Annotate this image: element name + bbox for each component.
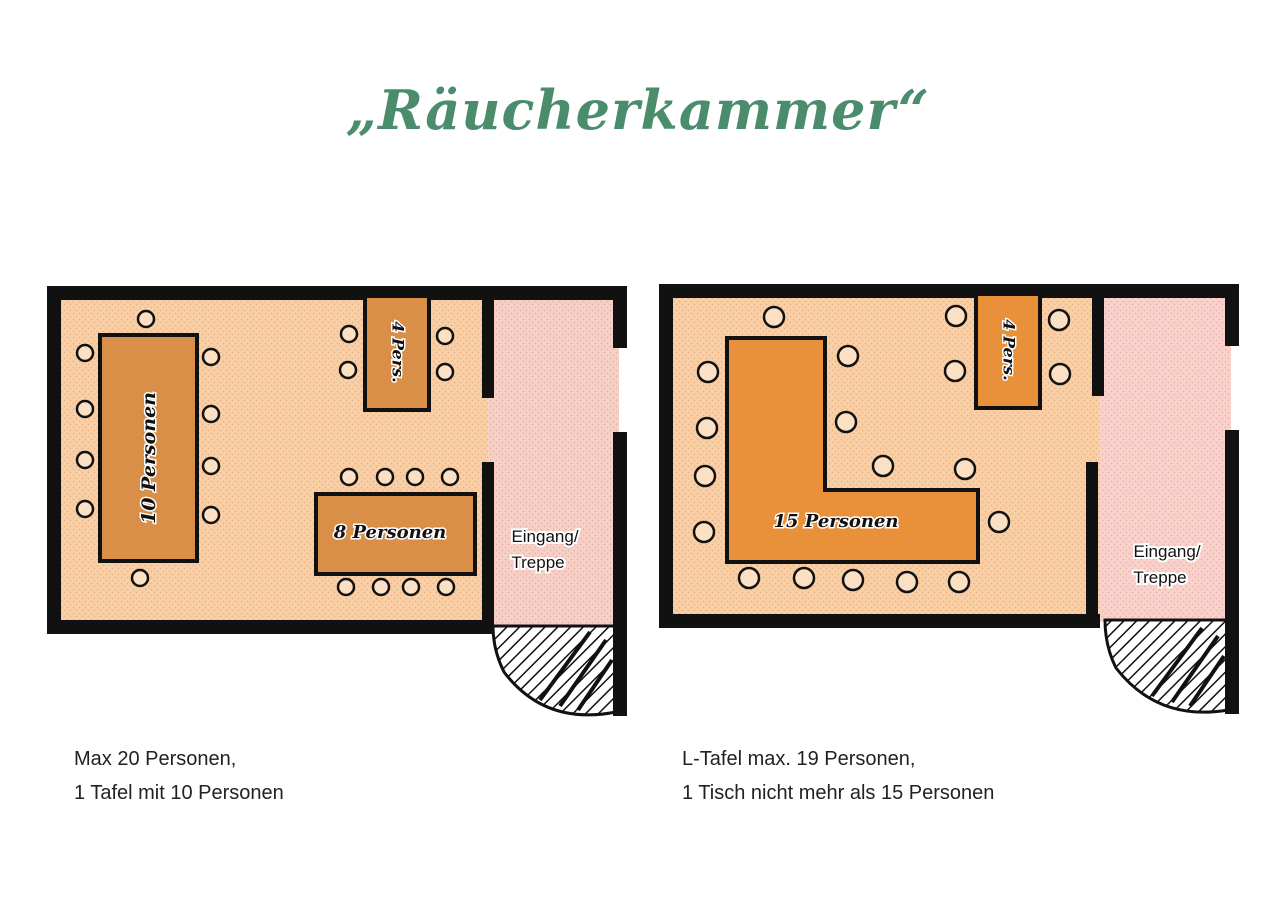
entrance-label: Eingang/ [511, 527, 579, 546]
chair [203, 349, 219, 365]
caption-plan-1 [74, 742, 284, 810]
table-label: 4 Pers. [388, 321, 408, 383]
chair [77, 345, 93, 361]
chair [341, 326, 357, 342]
stairs [493, 626, 616, 715]
page-title: „Räucherkammer“ [346, 78, 930, 142]
chair [949, 572, 969, 592]
chair [203, 458, 219, 474]
chair [403, 579, 419, 595]
chair [897, 572, 917, 592]
chair [132, 570, 148, 586]
chair [437, 328, 453, 344]
chair [945, 361, 965, 381]
chair [377, 469, 393, 485]
caption-line: 1 Tisch nicht mehr als 15 Personen [682, 782, 995, 804]
chair [695, 466, 715, 486]
caption-line: Max 20 Personen, [74, 748, 237, 770]
chair [739, 568, 759, 588]
entrance-label: Treppe [1133, 568, 1187, 587]
chair [77, 401, 93, 417]
entrance-label: Eingang/ [1133, 542, 1201, 561]
chair [698, 362, 718, 382]
chair [341, 469, 357, 485]
chair [946, 306, 966, 326]
chair [836, 412, 856, 432]
chair [694, 522, 714, 542]
chair [77, 452, 93, 468]
chair [955, 459, 975, 479]
chair [138, 311, 154, 327]
floor-plan-2 [659, 284, 1239, 714]
chair [340, 362, 356, 378]
chair [373, 579, 389, 595]
caption-line: L-Tafel max. 19 Personen, [682, 748, 916, 770]
chair [838, 346, 858, 366]
table-label: 10 Personen [138, 391, 160, 525]
chair [794, 568, 814, 588]
chair [764, 307, 784, 327]
chair [873, 456, 893, 476]
chair [203, 406, 219, 422]
chair [438, 579, 454, 595]
chair [407, 469, 423, 485]
stairs [1105, 620, 1228, 712]
chair [1050, 364, 1070, 384]
entrance-label: Treppe [511, 553, 565, 572]
caption-line: 1 Tafel mit 10 Personen [74, 782, 284, 804]
table-label: 8 Personen [333, 522, 447, 543]
chair [843, 570, 863, 590]
chair [437, 364, 453, 380]
chair [697, 418, 717, 438]
chair [442, 469, 458, 485]
chair [338, 579, 354, 595]
chair [203, 507, 219, 523]
table-label: 15 Personen [773, 511, 899, 532]
caption-plan-2 [682, 742, 994, 810]
chair [1049, 310, 1069, 330]
floor-plan-1 [47, 286, 627, 716]
chair [989, 512, 1009, 532]
chair [77, 501, 93, 517]
table-label: 4 Pers. [999, 319, 1019, 381]
